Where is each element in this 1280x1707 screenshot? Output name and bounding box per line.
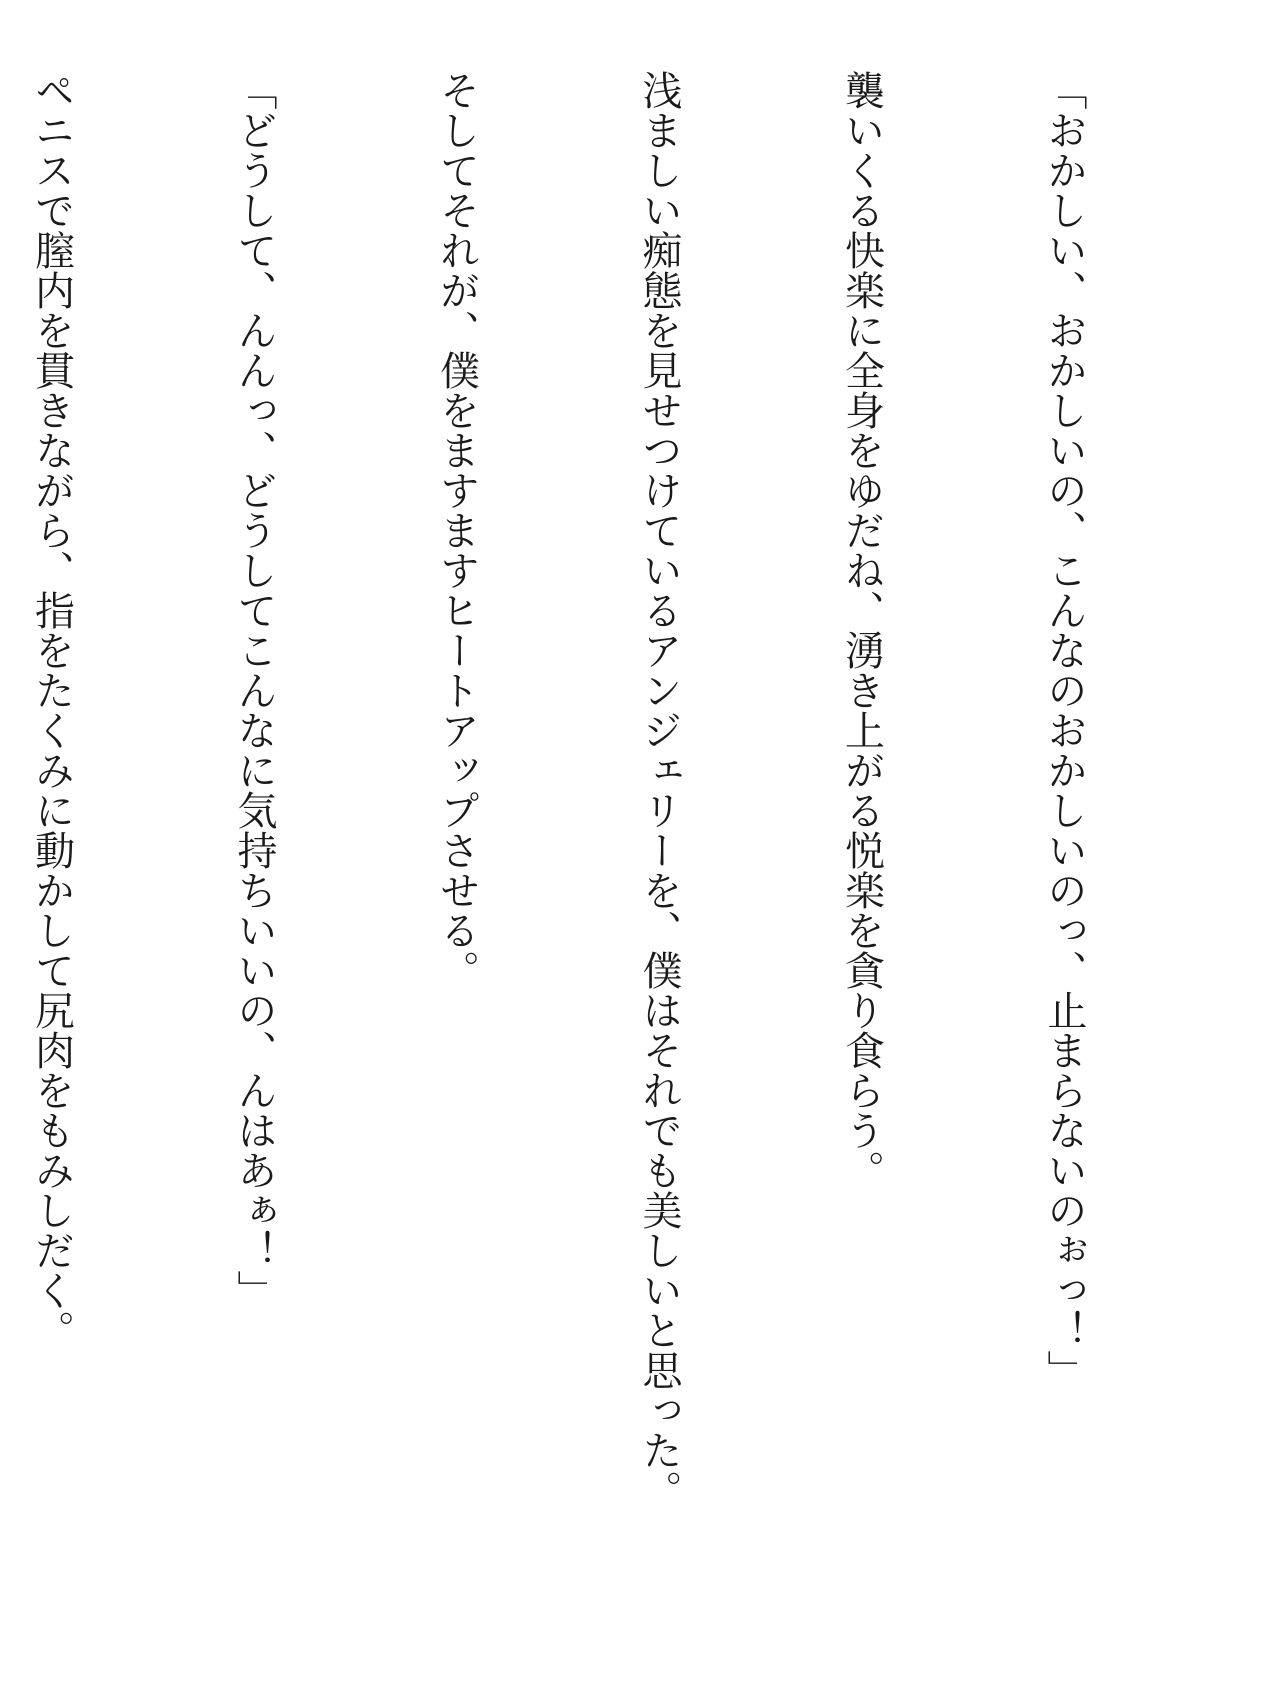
text-line: 「どうして、んんっ、どうしてこんなに気持ちいいの、んはあぁ！」 xyxy=(231,70,277,1310)
text-line: ペニスで膣内を貫きながら、指をたくみに動かして尻肉をもみしだく。 xyxy=(28,70,75,1350)
text-line: 「おかしい、おかしいの、こんなのおかしいのっ、止まらないのぉっ！」 xyxy=(1041,70,1087,1390)
vertical-text-body xyxy=(0,70,1232,1650)
text-line: 襲いくる快楽に全身をゆだね、湧き上がる悦楽を貪り食らう。 xyxy=(838,70,885,1190)
text-line: 浅ましい痴態を見せつけているアンジェリーを、僕はそれでも美しいと思った。 xyxy=(636,70,682,1510)
text-line: そしてそれが、僕をますますヒートアップさせる。 xyxy=(433,70,480,990)
